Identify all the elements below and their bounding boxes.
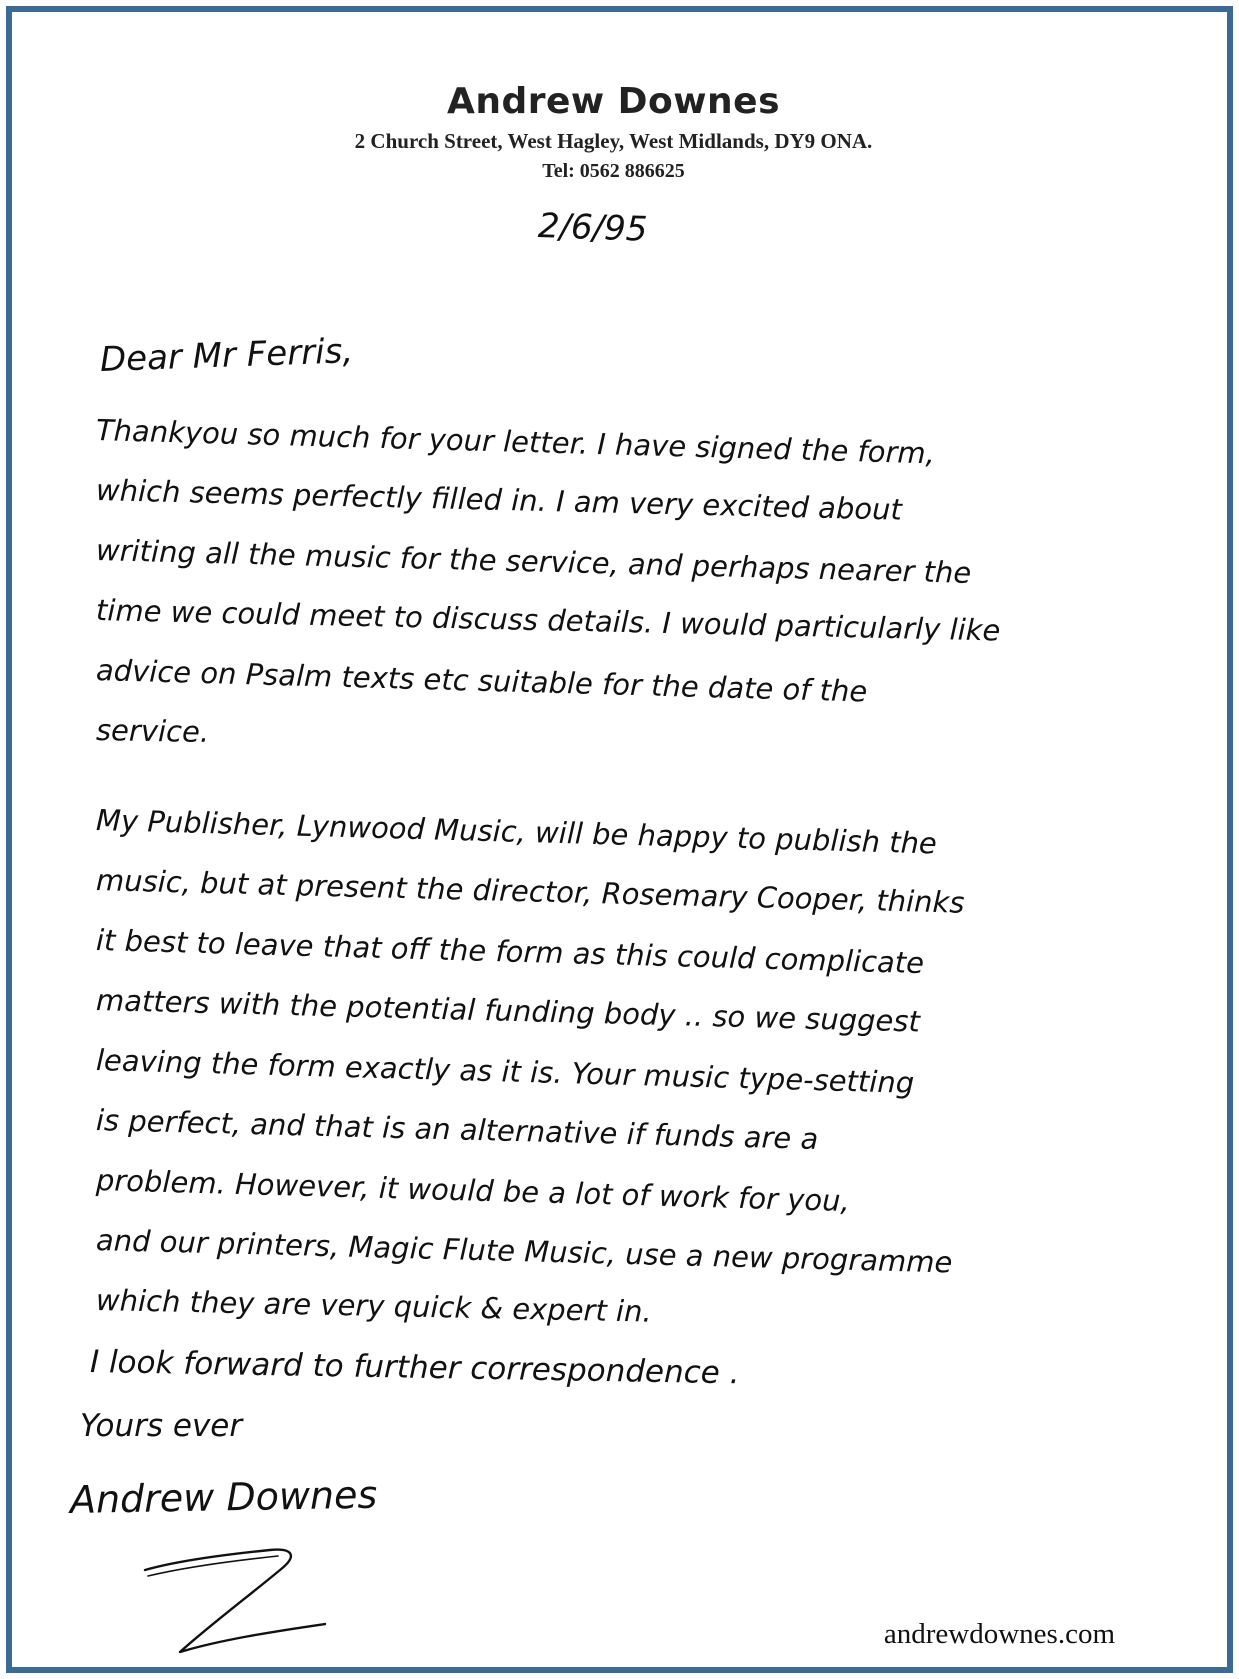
paragraph-line: time we could meet to discuss details. I would particularly like xyxy=(95,593,1001,648)
letter-paragraph-1 xyxy=(96,400,1156,760)
letterhead-name: Andrew Downes xyxy=(446,81,781,122)
paragraph-line: writing all the music for the service, and perhaps nearer the xyxy=(95,533,972,590)
letterhead xyxy=(0,80,1227,186)
website-link[interactable]: andrewdownes.com xyxy=(883,1618,1115,1650)
paragraph-line: matters with the potential funding body .. so we suggest xyxy=(95,983,921,1039)
paragraph-line: is perfect, and that is an alternative if funds are a xyxy=(95,1103,819,1156)
paragraph-line: My Publisher, Lynwood Music, will be happy to publish the xyxy=(95,803,938,861)
handwritten-signature: Andrew Downes xyxy=(69,1472,378,1522)
paragraph-line: service. xyxy=(95,713,210,749)
paragraph-line: and our printers, Magic Flute Music, use a new programme xyxy=(95,1223,953,1280)
letter-salutation: Dear Mr Ferris, xyxy=(99,331,354,380)
paragraph-line: which seems perfectly filled in. I am very excited about xyxy=(95,473,903,527)
letter-paragraph-2 xyxy=(96,790,1156,1330)
paragraph-line: leaving the form exactly as it is. Your music type-setting xyxy=(95,1043,915,1100)
paragraph-line: music, but at present the director, Rosemary Cooper, thinks xyxy=(95,863,965,920)
letterhead-telephone: Tel: 0562 886625 xyxy=(542,160,685,182)
paragraph-line: advice on Psalm texts etc suitable for the date of the xyxy=(95,653,868,709)
flourish-stroke xyxy=(148,1556,278,1576)
letter-closing: I look forward to further correspondence . xyxy=(89,1344,740,1392)
paragraph-line: problem. However, it would be a lot of work for you, xyxy=(95,1163,851,1219)
letterhead-address: 2 Church Street, West Hagley, West Midlands, DY9 ONA. xyxy=(354,129,873,153)
letter-date: 2/6/95 xyxy=(537,206,649,250)
paragraph-line: it best to leave that off the form as this could complicate xyxy=(95,923,925,981)
paragraph-line: Thankyou so much for your letter. I have signed the form, xyxy=(95,413,936,471)
paragraph-line: which they are very quick & expert in. xyxy=(95,1283,653,1329)
signature-flourish xyxy=(140,1540,330,1660)
flourish-stroke xyxy=(145,1550,325,1652)
letter-signoff: Yours ever xyxy=(80,1408,243,1444)
